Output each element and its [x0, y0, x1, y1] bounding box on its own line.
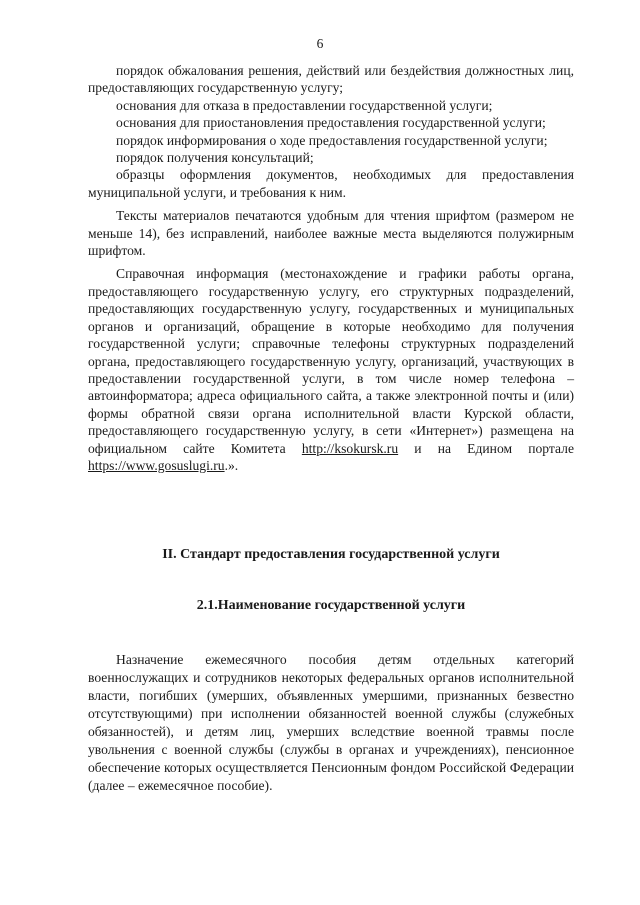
reference-middle: и на Едином портале: [398, 440, 575, 456]
reference-end: .».: [224, 457, 239, 473]
reference-paragraph: [88, 265, 574, 474]
reference-text: Справочная информация (местонахождение и графики работы органа, предоставляющего государственную услугу, его структурных подразделений, предоставляющих государственную услугу, государственных и муниципальных органов и организаций, обращение в которые необходимо для получения государственной услуги; справочные телефоны структурных подразделений органа, предоставляющего государственную услугу, организаций, участвующих в предоставлении государственной услуги, в том числе номер телефона – автоинформатора; адреса официального сайта, а также электронной почты и (или) формы обратной связи органа исполнительной власти Курской области, предоставляющего государственную услугу, в сети «Интернет») размещена на официальном сайте Комитета: [88, 266, 574, 456]
committee-site-link[interactable]: http://ksokursk.ru: [301, 440, 399, 456]
subsection-heading: 2.1.Наименование государственной услуги: [196, 598, 466, 613]
list-item: основания для приостановления предоставления государственной услуги;: [116, 115, 546, 131]
service-name-block: [88, 651, 574, 795]
upper-text-block: [88, 62, 574, 474]
list-item: порядок информирования о ходе предоставления государственной услуги;: [116, 132, 548, 148]
service-name-paragraph: Назначение ежемесячного пособия детям отдельных категорий военнослужащих и сотрудников некоторых федеральных органов исполнительной власти, погибших (умерших, объявленных умершими, признанных безвестно отсутствующими) при исполнении обязанностей военной службы (служебных обязанностей), и детям лиц, умерших вследствие военной травмы после увольнения с военной службы (службы в органах и учреждениях), пенсионное обеспечение которых осуществляется Пенсионным фондом Российской Федерации (далее – ежемесячное пособие).: [88, 652, 574, 793]
section-heading: II. Стандарт предоставления государственной услуги: [162, 547, 500, 562]
list-item: основания для отказа в предоставлении государственной услуги;: [116, 97, 493, 113]
list-item: образцы оформления документов, необходимых для предоставления муниципальной услуги, и требования к ним.: [88, 167, 574, 200]
page-number: 6: [316, 36, 324, 51]
list-item: порядок получения консультаций;: [116, 150, 314, 166]
gosuslugi-link[interactable]: https://www.gosuslugi.ru: [88, 457, 225, 473]
list-item: порядок обжалования решения, действий или бездействия должностных лиц, предоставляющих государственную услугу;: [88, 63, 574, 96]
font-paragraph: Тексты материалов печатаются удобным для чтения шрифтом (размером не меньше 14), без исправлений, наиболее важные места выделяются полужирным шрифтом.: [88, 208, 574, 259]
